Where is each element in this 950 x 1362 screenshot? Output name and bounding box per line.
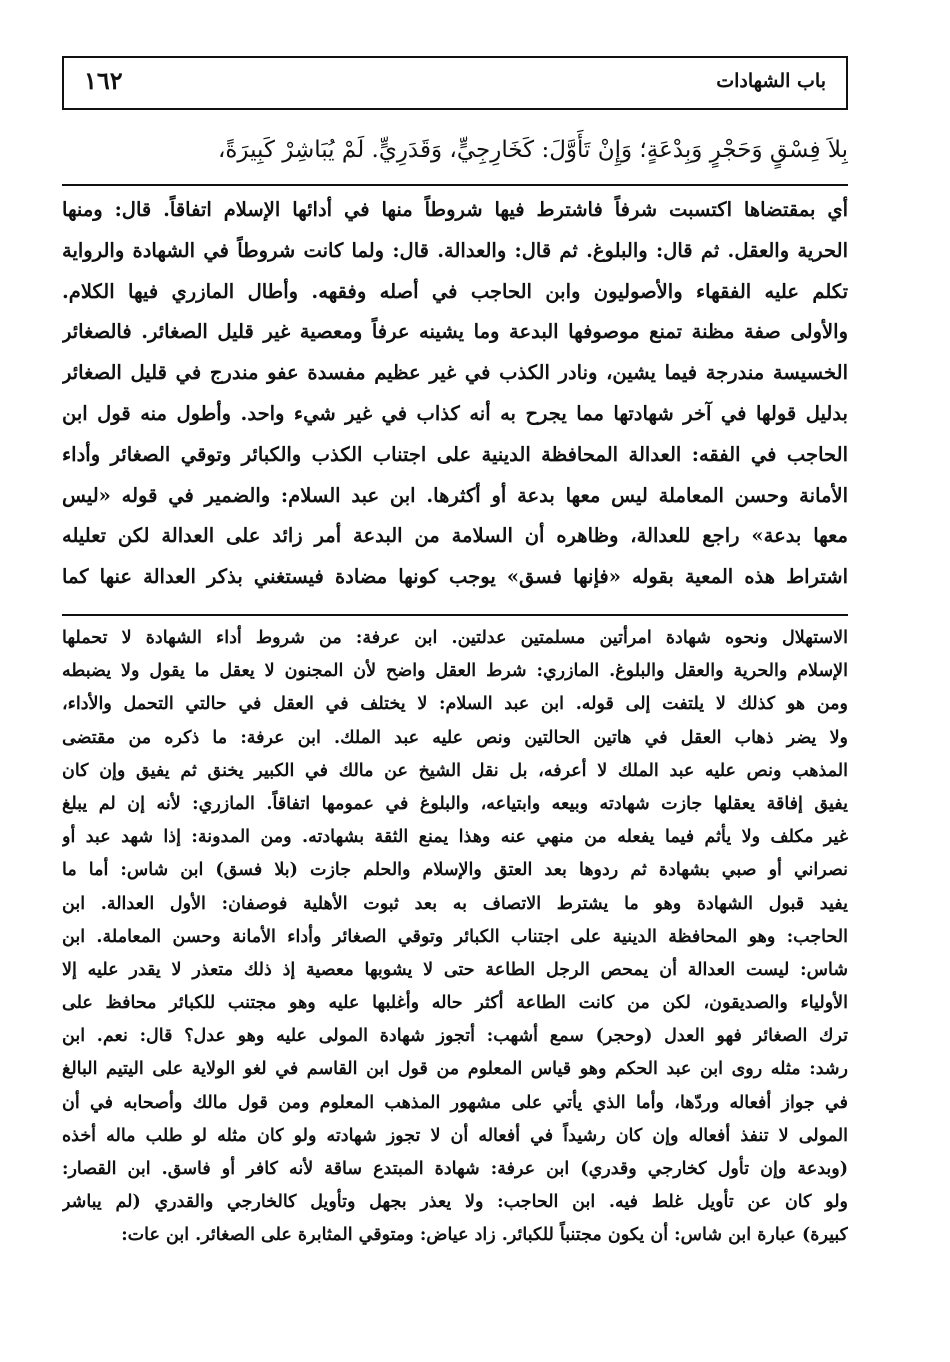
footnote-line: المذهب ونص عليه عبد الملك لا أعرفه، بل نقل الشيخ عن مالك في الكبير يخنق ثم يفيق وإن كان xyxy=(62,760,848,781)
matn-text: بِلاَ فِسْقٍ وَحَجْرٍ وَبِدْعَةٍ؛ وَإِنْ تَأَوَّلَ: كَخَارِجِيٍّ، وَقَدَرِيٍّ. لَمْ يُبَاشِرْ كَبِيرَةً، xyxy=(217,137,848,163)
footnote-line: ترك الصغائر فهو العدل (وحجر) سمع أشهب: أتجوز شهادة المولى عليه وهو عدل؟ قال: نعم. ابن xyxy=(62,1026,848,1047)
commentary-line: الأمانة وحسن المعاملة ليس معها بدعة أو أكثرها. ابن عبد السلام: والضمير في قوله «ليس xyxy=(62,483,848,507)
footnote-line: ومن هو كذلك لا يلتفت إلى قوله. ابن عبد السلام: لا يختلف في العقل في حالتي التحمل والأداء، xyxy=(62,694,848,715)
footnote-line: في جواز أفعاله وردّها، وأما الذي يأتي على مشهور المذهب المعلوم ومن قول مالك وأصحابه في أن xyxy=(62,1092,848,1113)
commentary-line: الخسيسة مندرجة فيما يشين، ونادر الكذب في غير عظيم مفسدة عفو مندرج في قليل الصغائر xyxy=(62,361,848,385)
commentary-line: الحرية والعقل. ثم قال: والبلوغ. ثم قال: والعدالة. قال: ولما كانت شروطاً في الشهادة والرواية xyxy=(62,238,848,262)
commentary-line: أي بمقتضاها اكتسبت شرفاً فاشترط فيها شروطاً منها في أدائها الإسلام اتفاقاً. قال: ومنها xyxy=(62,198,848,221)
footnote-block xyxy=(62,622,848,1253)
footnote-line: رشد: مثله روى ابن عبد الحكم وهو قياس المعلوم من قول ابن القاسم في لغو الولاية على اليتيم البالغ xyxy=(62,1059,848,1080)
footnote-line: الحاجب: وهو المحافظة الدينية على اجتناب الكبائر وتوقي الصغائر وأداء الأمانة وحسن المعاملة. ابن xyxy=(62,926,848,947)
page-header xyxy=(62,56,848,110)
commentary-block xyxy=(62,190,848,598)
footnote-line: الإسلام والحرية والعقل والبلوغ. المازري: شرط العقل واضح لأن المجنون لا يعقل ما يقول ولا يضبطه xyxy=(62,661,848,682)
footnote-line: الاستهلال ونحوه شهادة امرأتين مسلمتين عدلتين. ابن عرفة: من شروط أداء الشهادة لا تحملها xyxy=(62,628,848,648)
footnote-line: (وبدعة وإن تأول كخارجي وقدري) ابن عرفة: شهادة المبتدع ساقة لأنه كافر أو فاسق. ابن القصار: xyxy=(62,1159,848,1179)
footnote-line: شاس: ليست العدالة أن يمحص الرجل الطاعة حتى لا يشوبها معصية إذ ذلك متعذر لا يقدر عليه إلا xyxy=(62,959,848,980)
footnote-divider xyxy=(62,614,848,616)
footnote-line: ولا يضر ذهاب العقل في هاتين الحالتين ونص عليه عبد الملك. ابن عرفة: ما ذكره من مقتضى xyxy=(62,727,848,748)
divider-rule xyxy=(62,184,848,186)
commentary-line: بدليل قولها في آخر شهادتها مما يجرح به أنه كذاب في غير شيء واحد. وأطول منه قول ابن xyxy=(62,401,848,425)
commentary-line: معها بدعة» راجع للعدالة، وظاهره أن السلامة من البدعة أمر زائد على العدالة لكن تعليله xyxy=(62,524,848,548)
footnote-line: غير مكلف ولا يأثم فيما يفعله من منهي عنه وهذا يمنع الثقة بشهادته. ومن المدونة: إذا شهد عبد أو xyxy=(62,827,848,848)
footnote-line: نصراني أو صبي بشهادة ثم ردوها بعد العتق والإسلام والحلم جازت (بلا فسق) ابن شاس: أما ما xyxy=(62,860,848,881)
page-number: ١٦٢ xyxy=(84,66,123,95)
footnote-line: يفيد قبول الشهادة وهو ما يشترط الاتصاف به بعد ثبوت الأهلية فوصفان: الأول العدالة. ابن xyxy=(62,893,848,914)
commentary-line: والأولى صفة مظنة تمنع موصوفها البدعة وما يشينه عرفاً ومعصية غير قليل الصغائر. فالصغائر xyxy=(62,320,848,344)
chapter-title: باب الشهادات xyxy=(716,70,826,92)
footnote-line: يفيق إفاقة يعقلها جازت شهادته وبيعه وابتياعه، والبلوغ في عمومها اتفاقاً. المازري: لأنه إن لم يبلغ xyxy=(62,793,848,814)
footnote-line: ولو كان عن تأويل غلط فيه. ابن الحاجب: ولا يعذر بجهل وتأويل كالخارجي والقدري (لم يباشر xyxy=(62,1192,848,1213)
commentary-line: الحاجب في الفقه: العدالة المحافظة الدينية على اجتناب الكذب والكبائر وتوقي الصغائر وأداء xyxy=(62,442,848,466)
footnote-line: كبيرة) عبارة ابن شاس: أن يكون مجتنباً للكبائر. زاد عياض: ومتوقي المثابرة على الصغائر. ابن عات: xyxy=(121,1225,848,1246)
footnote-line: الأولياء والصديقون، لكن من كانت الطاعة أكثر حاله وأغلبها عليه وهو مجتنب للكبائر محافظ على xyxy=(62,993,848,1014)
commentary-line: تكلم عليه الفقهاء والأصوليون وابن الحاجب في أصله وفقهه. وأطال المازري فيها الكلام. xyxy=(62,279,848,303)
footnote-line: المولى لا تنفذ أفعاله وإن كان رشيداً في أفعاله أن لا تجوز شهادته ولو كان مثله لو طلب ماله أخذه xyxy=(62,1125,848,1146)
commentary-line: اشتراط هذه المعية بقوله «فإنها فسق» يوجب كونها مضادة فيستغني بذكر العدالة عنها كما xyxy=(62,565,848,589)
